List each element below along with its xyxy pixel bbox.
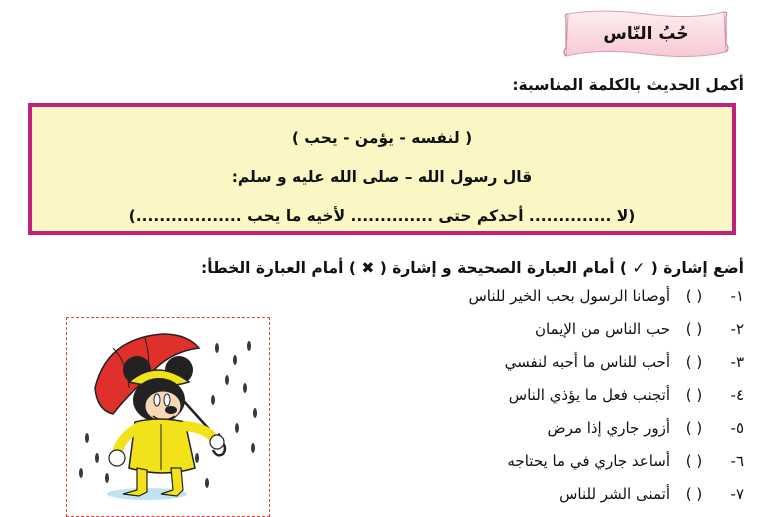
statement-row bbox=[535, 320, 744, 338]
instruction-mark: أضع إشارة ( ✓ ) أمام العبارة الصحيحة و إشارة ( ✖ ) أمام العبارة الخطأ: bbox=[201, 259, 744, 277]
statement-number: ٤- bbox=[730, 386, 744, 404]
hadith-fill-blank[interactable]: (لا .............. أحدكم حتى .............. لأخيه ما يحب ..................) bbox=[128, 207, 636, 225]
answer-bracket[interactable]: ( ) bbox=[685, 485, 703, 503]
statement-row bbox=[468, 287, 744, 305]
answer-bracket[interactable]: ( ) bbox=[685, 287, 703, 305]
answer-bracket[interactable]: ( ) bbox=[685, 353, 703, 371]
hadith-box bbox=[28, 103, 736, 235]
statement-number: ٧- bbox=[730, 485, 744, 503]
statement-text: أتمنى الشر للناس bbox=[559, 485, 670, 503]
statement-row bbox=[505, 353, 744, 371]
illustration-frame bbox=[66, 317, 270, 517]
statement-text: أوصانا الرسول بحب الخير للناس bbox=[468, 287, 670, 305]
instruction-complete: أكمل الحديث بالكلمة المناسبة: bbox=[512, 76, 744, 94]
statement-number: ١- bbox=[730, 287, 744, 305]
mickey-umbrella-icon bbox=[67, 318, 268, 501]
answer-bracket[interactable]: ( ) bbox=[685, 386, 703, 404]
statement-text: حب الناس من الإيمان bbox=[534, 320, 670, 338]
statement-number: ٥- bbox=[730, 419, 744, 437]
title-banner bbox=[560, 8, 732, 60]
page-title: حُبُ النّاس bbox=[603, 24, 689, 44]
statement-row bbox=[509, 386, 744, 404]
statement-number: ٢- bbox=[730, 320, 744, 338]
statement-number: ٣- bbox=[730, 353, 744, 371]
statement-row bbox=[548, 419, 745, 437]
word-bank: ( لنفسه - يؤمن - يحب ) bbox=[291, 129, 473, 147]
statement-number: ٦- bbox=[730, 452, 744, 470]
hadith-intro: قال رسول الله – صلى الله عليه و سلم: bbox=[231, 168, 533, 186]
statement-text: أحب للناس ما أحبه لنفسي bbox=[504, 353, 670, 371]
statement-row bbox=[559, 485, 744, 503]
statement-text: أساعد جاري في ما يحتاجه bbox=[507, 452, 670, 470]
answer-bracket[interactable]: ( ) bbox=[685, 452, 703, 470]
statement-text: أتجنب فعل ما يؤذي الناس bbox=[508, 386, 670, 404]
statement-text: أزور جاري إذا مرض bbox=[547, 419, 670, 437]
statement-row bbox=[507, 452, 744, 470]
answer-bracket[interactable]: ( ) bbox=[685, 419, 703, 437]
answer-bracket[interactable]: ( ) bbox=[685, 320, 703, 338]
